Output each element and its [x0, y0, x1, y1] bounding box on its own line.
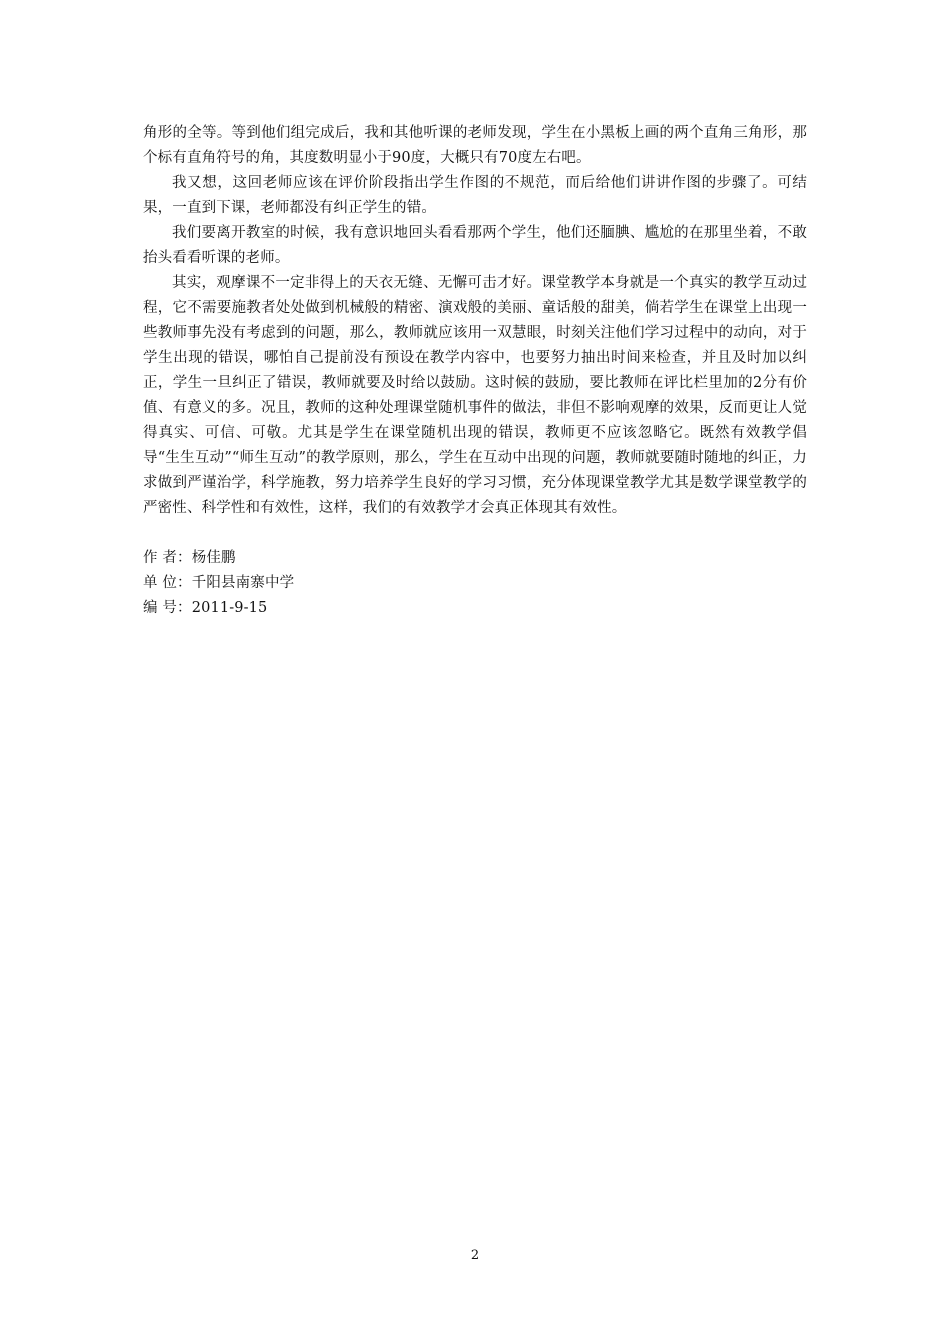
number-line: 编 号：2011-9-15: [143, 600, 268, 616]
author-line: 作 者：杨佳鹏: [143, 550, 236, 566]
paragraph: 其实，观摩课不一定非得上的天衣无缝、无懈可击才好。课堂教学本身就是一个真实的教学互动过程，它不需要施教者处处做到机械般的精密、演戏般的美丽、童话般的甜美，倘若学生在课堂上出现一些教师事先没有考虑到的问题，那么，教师就应该用一双慧眼，时刻关注他们学习过程中的动向，对于学生出现的错误，哪怕自己提前没有预设在教学内容中，也要努力抽出时间来检查，并且及时加以纠正，学生一旦纠正了错误，教师就要及时给以鼓励。这时候的鼓励，要比教师在评比栏里加的2分有价值、有意义的多。况且，教师的这种处理课堂随机事件的做法，非但不影响观摩的效果，反而更让人觉得真实、可信、可敬。尤其是学生在课堂随机出现的错误，教师更不应该忽略它。既然有效教学倡导“生生互动”“师生互动”的教学原则，那么，学生在互动中出现的问题，教师就要随时随地的纠正，力求做到严谨治学，科学施教，努力培养学生良好的学习习惯，充分体现课堂教学尤其是数学课堂教学的严密性、科学性和有效性，这样，我们的有效教学才会真正体现其有效性。: [143, 275, 807, 516]
paragraph: 我们要离开教室的时候，我有意识地回头看看那两个学生，他们还腼腆、尴尬的在那里坐着，不敢抬头看看听课的老师。: [143, 225, 807, 266]
paragraph: 我又想，这回老师应该在评价阶段指出学生作图的不规范，而后给他们讲讲作图的步骤了。可结果，一直到下课，老师都没有纠正学生的错。: [143, 175, 807, 216]
document-body: [143, 121, 807, 621]
paragraph-continued: 角形的全等。等到他们组完成后，我和其他听课的老师发现，学生在小黑板上画的两个直角三角形，那个标有直角符号的角，其度数明显小于90度，大概只有70度左右吧。: [143, 125, 807, 166]
author-info: [143, 546, 807, 621]
unit-line: 单 位：千阳县南寨中学: [143, 575, 295, 591]
page-number: 2: [470, 1248, 480, 1263]
